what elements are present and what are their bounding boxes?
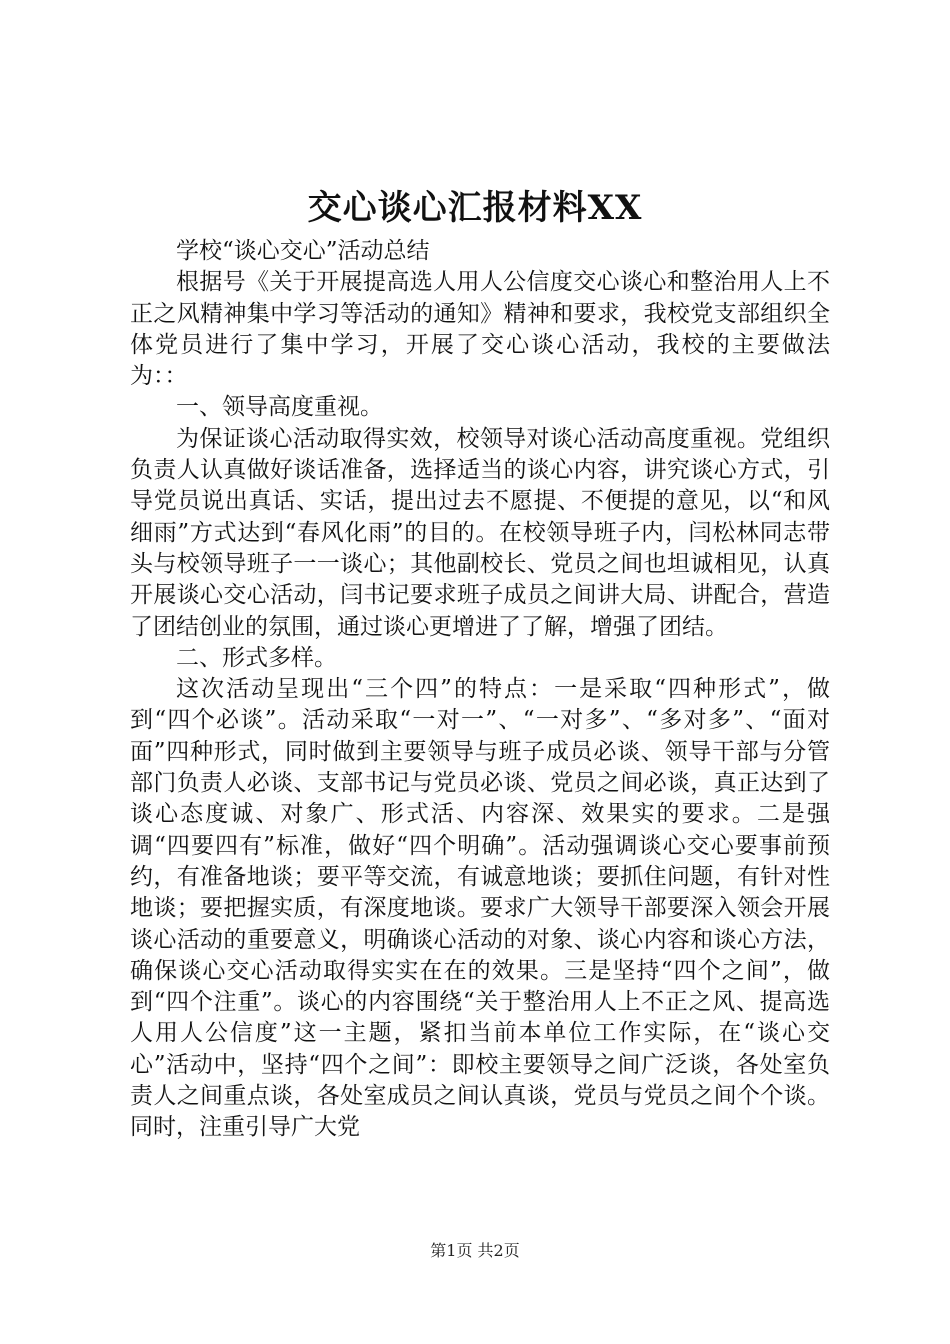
paragraph-section-2: 这次活动呈现出“三个四”的特点：一是采取“四种形式”，做到“四个必谈”。活动采取“一对一”、“一对多”、“多对多”、“面对面”四种形式，同时做到主要领导与班子成员必谈、领导干部与分管部门负责人必谈、支部书记与党员必谈、党员之间必谈，真正达到了谈心态度诚、对象广、形式活、内容深、效果实的要求。二是强调“四要四有”标准，做好“四个明确”。活动强调谈心交心要事前预约，有准备地谈；要平等交流，有诚意地谈；要抓住问题，有针对性地谈；要把握实质，有深度地谈。要求广大领导干部要深入领会开展谈心活动的重要意义，明确谈心活动的对象、谈心内容和谈心方法，确保谈心交心活动取得实实在在的效果。三是坚持“四个之间”，做到“四个注重”。谈心的内容围绕“关于整治用人上不正之风、提高选人用人公信度”这一主题，紧扣当前本单位工作实际，在“谈心交心”活动中，坚持“四个之间”：即校主要领导之间广泛谈，各处室负责人之间重点谈，各处室成员之间认真谈，党员与党员之间个个谈。同时，注重引导广大党 (130, 676, 830, 1141)
section-heading-2: 二、形式多样。 (176, 644, 337, 671)
paragraph-section-1: 为保证谈心活动取得实效，校领导对谈心活动高度重视。党组织负责人认真做好谈话准备，选择适当的谈心内容，讲究谈心方式，引导党员说出真话、实话，提出过去不愿提、不便提的意见，以“和风细雨”方式达到“春风化雨”的目的。在校领导班子内，闫松林同志带头与校领导班子一一谈心；其他副校长、党员之间也坦诚相见，认真开展谈心交心活动，闫书记要求班子成员之间讲大局、讲配合，营造了团结创业的氛围，通过谈心更增进了了解，增强了团结。 (130, 425, 830, 640)
paragraph-intro: 根据号《关于开展提高选人用人公信度交心谈心和整治用人上不正之风精神集中学习等活动的通知》精神和要求，我校党支部组织全体党员进行了集中学习，开展了交心谈心活动，我校的主要做法为：： (130, 269, 830, 390)
document-body (130, 236, 830, 1144)
section-heading-1: 一、领导高度重视。 (176, 394, 383, 421)
page-number-footer: 第1页 共2页 (430, 1241, 520, 1260)
document-subtitle: 学校“谈心交心”活动总结 (176, 238, 430, 264)
document-title: 交心谈心汇报材料XX (307, 188, 643, 228)
